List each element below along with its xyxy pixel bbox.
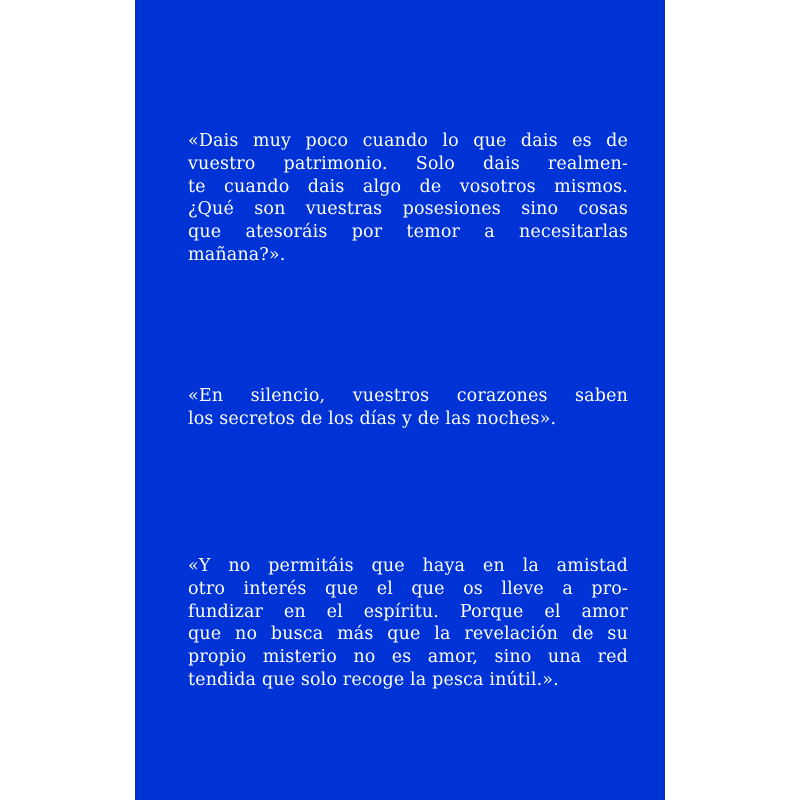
quote-line: «Dais muy poco cuando lo que dais es de bbox=[188, 131, 628, 151]
quote-line: otro interés que el que os lleve a pro- bbox=[188, 578, 628, 599]
quote-line: vuestro patrimonio. Solo dais realmen- bbox=[188, 153, 628, 174]
quote-line: tendida que solo recoge la pesca inútil.». bbox=[188, 669, 559, 690]
quote-line: te cuando dais algo de vosotros mismos. bbox=[188, 176, 628, 197]
quote-line: que atesoráis por temor a necesitarlas bbox=[188, 222, 628, 243]
quote-line: fundizar en el espíritu. Porque el amor bbox=[188, 601, 628, 622]
quote-amistad bbox=[188, 555, 628, 692]
quote-line: «Y no permitáis que haya en la amistad bbox=[188, 556, 628, 576]
quote-line: mañana?». bbox=[188, 244, 286, 265]
quote-patrimonio bbox=[188, 130, 628, 267]
book-page bbox=[135, 0, 665, 800]
quote-line: que no busca más que la revelación de su bbox=[188, 624, 628, 645]
quote-silencio bbox=[188, 385, 628, 431]
quote-line: los secretos de los días y de las noches». bbox=[188, 408, 557, 429]
quote-line: «En silencio, vuestros corazones saben bbox=[188, 386, 628, 406]
quote-line: propio misterio no es amor, sino una red bbox=[188, 647, 628, 668]
quote-line: ¿Qué son vuestras posesiones sino cosas bbox=[188, 199, 628, 220]
